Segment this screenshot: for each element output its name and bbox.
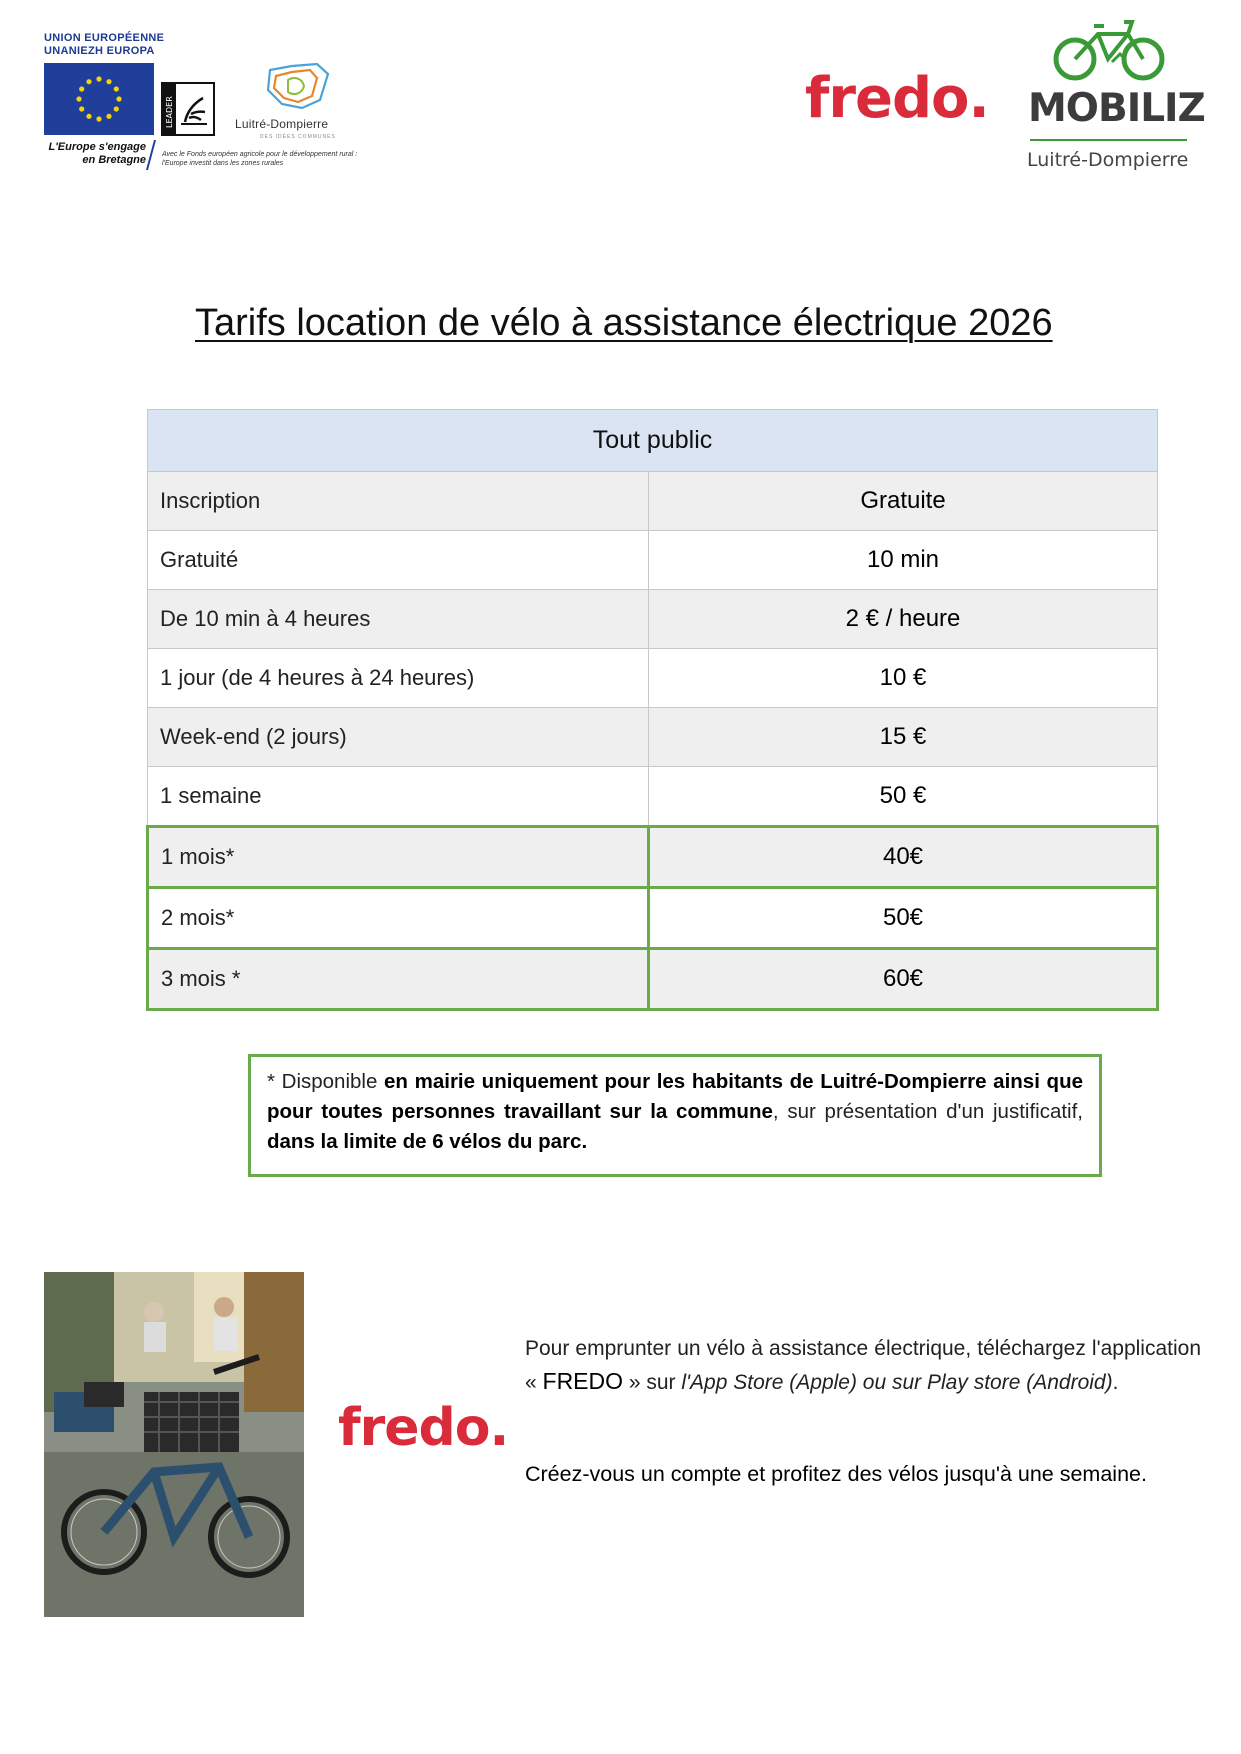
note-part1: * Disponible xyxy=(267,1070,385,1093)
info-part1: Pour emprunter un vélo à assistance électrique, téléchargez l'application « xyxy=(525,1337,1201,1394)
row-label: 3 mois * xyxy=(148,949,649,1010)
eu-slogan-line1: L'Europe s'engage xyxy=(48,141,146,153)
commune-name: Luitré-Dompierre xyxy=(235,117,329,131)
info-part3: . xyxy=(1112,1371,1119,1394)
row-label: 1 mois* xyxy=(148,827,649,888)
table-row xyxy=(148,708,1158,767)
row-value: 15 € xyxy=(649,708,1158,767)
table-header-row xyxy=(148,410,1158,472)
eu-line1: UNION EUROPÉENNE xyxy=(44,32,165,44)
leader-label: LEADER xyxy=(165,96,174,128)
luitre-dompierre-logo-icon xyxy=(262,60,332,115)
bike-photo xyxy=(44,1272,304,1617)
row-value: 2 € / heure xyxy=(649,590,1158,649)
row-label: 2 mois* xyxy=(148,888,649,949)
row-label: 1 semaine xyxy=(148,767,649,827)
fredo-logo-bottom: fredo. xyxy=(338,1398,509,1458)
note-part4: dans la limite de 6 vélos du parc. xyxy=(267,1130,588,1153)
row-label: De 10 min à 4 heures xyxy=(148,590,649,649)
row-value: 40€ xyxy=(649,827,1158,888)
tarifs-table xyxy=(146,409,1159,1011)
table-row xyxy=(148,590,1158,649)
info-stores: l'App Store (Apple) ou sur Play store (Android) xyxy=(681,1371,1113,1394)
note-part3: , sur présentation d'un justificatif, xyxy=(772,1100,1083,1123)
page-title: Tarifs location de vélo à assistance électrique 2026 xyxy=(195,302,1053,344)
eu-line2: UNANIEZH EUROPA xyxy=(44,45,155,57)
row-label: 1 jour (de 4 heures à 24 heures) xyxy=(148,649,649,708)
row-value: 10 € xyxy=(649,649,1158,708)
table-row xyxy=(148,949,1158,1010)
eu-slogan-line2: en Bretagne xyxy=(82,154,146,166)
bike-photo-image xyxy=(44,1272,304,1617)
row-value: 10 min xyxy=(649,531,1158,590)
row-label: Week-end (2 jours) xyxy=(148,708,649,767)
table-row xyxy=(148,649,1158,708)
row-label: Gratuité xyxy=(148,531,649,590)
fonds-line2: l'Europe investit dans les zones rurales xyxy=(162,160,284,167)
call-to-action: Créez-vous un compte et profitez des vélos jusqu'à une semaine. xyxy=(525,1462,1147,1486)
leader-logo xyxy=(161,82,215,136)
table-row xyxy=(148,767,1158,827)
table-row xyxy=(148,472,1158,531)
note-part2: en mairie uniquement pour les habitants de Luitré-Dompierre ainsi que pour toutes personnes travaillant sur la commune xyxy=(267,1070,1084,1123)
row-value: 50 € xyxy=(649,767,1158,827)
eu-flag-icon xyxy=(44,63,154,135)
app-info xyxy=(525,1333,1201,1399)
row-value: Gratuite xyxy=(649,472,1158,531)
fredo-logo-header: fredo. xyxy=(805,66,989,131)
mobiliz-sub: Luitré-Dompierre xyxy=(1027,149,1189,171)
table-row xyxy=(148,827,1158,888)
table-header: Tout public xyxy=(148,410,1158,472)
mobiliz-name: MOBILIZ xyxy=(1028,86,1205,131)
slash-divider xyxy=(146,140,156,170)
bicycle-icon xyxy=(1050,14,1170,84)
info-part2: » sur xyxy=(623,1371,682,1394)
row-value: 60€ xyxy=(649,949,1158,1010)
info-app-name: FREDO xyxy=(542,1368,624,1394)
commune-sub: DES IDÉES COMMUNES xyxy=(260,134,336,140)
fonds-line1: Avec le Fonds européen agricole pour le développement rural : xyxy=(162,151,358,158)
mobiliz-divider xyxy=(1030,139,1187,141)
table-row xyxy=(148,531,1158,590)
row-value: 50€ xyxy=(649,888,1158,949)
table-row xyxy=(148,888,1158,949)
row-label: Inscription xyxy=(148,472,649,531)
availability-note xyxy=(248,1054,1102,1177)
